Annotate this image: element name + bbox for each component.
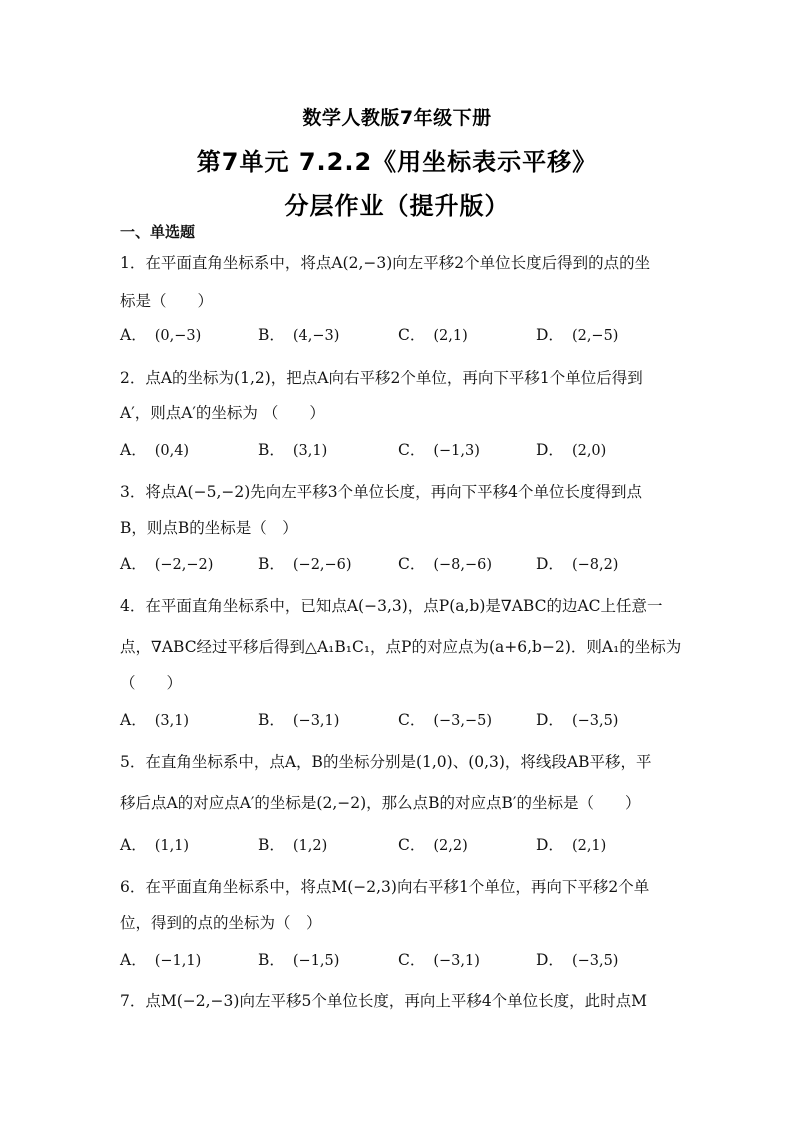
option-c[interactable]: C． (2,2) — [398, 836, 468, 854]
document-title-homework: 分层作业（提升版） — [284, 192, 510, 220]
option-b[interactable]: B． (3,1) — [258, 441, 328, 459]
question-5-options — [120, 835, 720, 855]
option-d[interactable]: D． (−3,5) — [536, 711, 619, 729]
option-b[interactable]: B． (−3,1) — [258, 711, 340, 729]
option-a[interactable]: A． (1,1) — [120, 836, 190, 854]
option-d[interactable]: D． (2,1) — [536, 836, 607, 854]
option-c[interactable]: C． (2,1) — [398, 326, 468, 344]
question-6-stem-line-2: 位，得到的点的坐标为（ ） — [120, 914, 322, 932]
option-a[interactable]: A． (0,−3) — [120, 326, 202, 344]
document-title-unit: 第7单元 7.2.2《用坐标表示平移》 — [196, 148, 598, 176]
option-b[interactable]: B． (−1,5) — [258, 951, 340, 969]
question-3-options — [120, 554, 720, 574]
question-1-stem-line-1: 1．在平面直角坐标系中，将点A(2,−3)向左平移2个单位长度后得到的点的坐 — [120, 254, 651, 272]
question-6-options — [120, 950, 720, 970]
section-heading-single-choice: 一、单选题 — [120, 223, 196, 241]
question-5-stem-line-2: 移后点A的对应点A′的坐标是(2,−2)，那么点B的对应点B′的坐标是（ ） — [120, 794, 641, 812]
question-1-options — [120, 325, 720, 345]
option-c[interactable]: C． (−3,−5) — [398, 711, 493, 729]
question-4-stem-line-1: 4．在平面直角坐标系中，已知点A(−3,3)，点P(a,b)是∇ABC的边AC上任意一 — [120, 597, 663, 615]
question-4-options — [120, 710, 720, 730]
document-subtitle-grade: 数学人教版7年级下册 — [302, 107, 492, 129]
question-7-stem-line-1: 7．点M(−2,−3)向左平移5个单位长度，再向上平移4个单位长度，此时点M — [120, 992, 648, 1010]
option-b[interactable]: B． (1,2) — [258, 836, 328, 854]
option-a[interactable]: A． (−2,−2) — [120, 555, 214, 573]
question-2-options — [120, 440, 720, 460]
question-1-stem-line-2: 标是（ ） — [120, 292, 214, 310]
question-3-stem-line-1: 3．将点A(−5,−2)先向左平移3个单位长度，再向下平移4个单位长度得到点 — [120, 483, 642, 501]
question-2-stem-line-2: A′，则点A′的坐标为 （ ） — [120, 404, 325, 422]
question-3-stem-line-2: B，则点B的坐标是（ ） — [120, 519, 298, 537]
option-c[interactable]: C． (−1,3) — [398, 441, 480, 459]
option-b[interactable]: B． (4,−3) — [258, 326, 340, 344]
question-5-stem-line-1: 5．在直角坐标系中，点A，B的坐标分别是(1,0)、(0,3)，将线段AB平移，平 — [120, 753, 652, 771]
question-4-stem-line-2: 点，∇ABC经过平移后得到△A₁B₁C₁，点P的对应点为(a+6,b−2)．则A₁的坐标为 — [120, 638, 682, 656]
option-d[interactable]: D． (2,0) — [536, 441, 607, 459]
option-c[interactable]: C． (−8,−6) — [398, 555, 493, 573]
question-6-stem-line-1: 6．在平面直角坐标系中，将点M(−2,3)向右平移1个单位，再向下平移2个单 — [120, 878, 650, 896]
option-c[interactable]: C． (−3,1) — [398, 951, 480, 969]
option-d[interactable]: D． (2,−5) — [536, 326, 619, 344]
option-a[interactable]: A． (−1,1) — [120, 951, 202, 969]
option-a[interactable]: A． (3,1) — [120, 711, 190, 729]
option-b[interactable]: B． (−2,−6) — [258, 555, 352, 573]
option-d[interactable]: D． (−8,2) — [536, 555, 619, 573]
question-4-stem-line-3: （ ） — [120, 674, 183, 692]
option-a[interactable]: A． (0,4) — [120, 441, 190, 459]
question-2-stem-line-1: 2．点A的坐标为(1,2)，把点A向右平移2个单位，再向下平移1个单位后得到 — [120, 369, 643, 387]
option-d[interactable]: D． (−3,5) — [536, 951, 619, 969]
